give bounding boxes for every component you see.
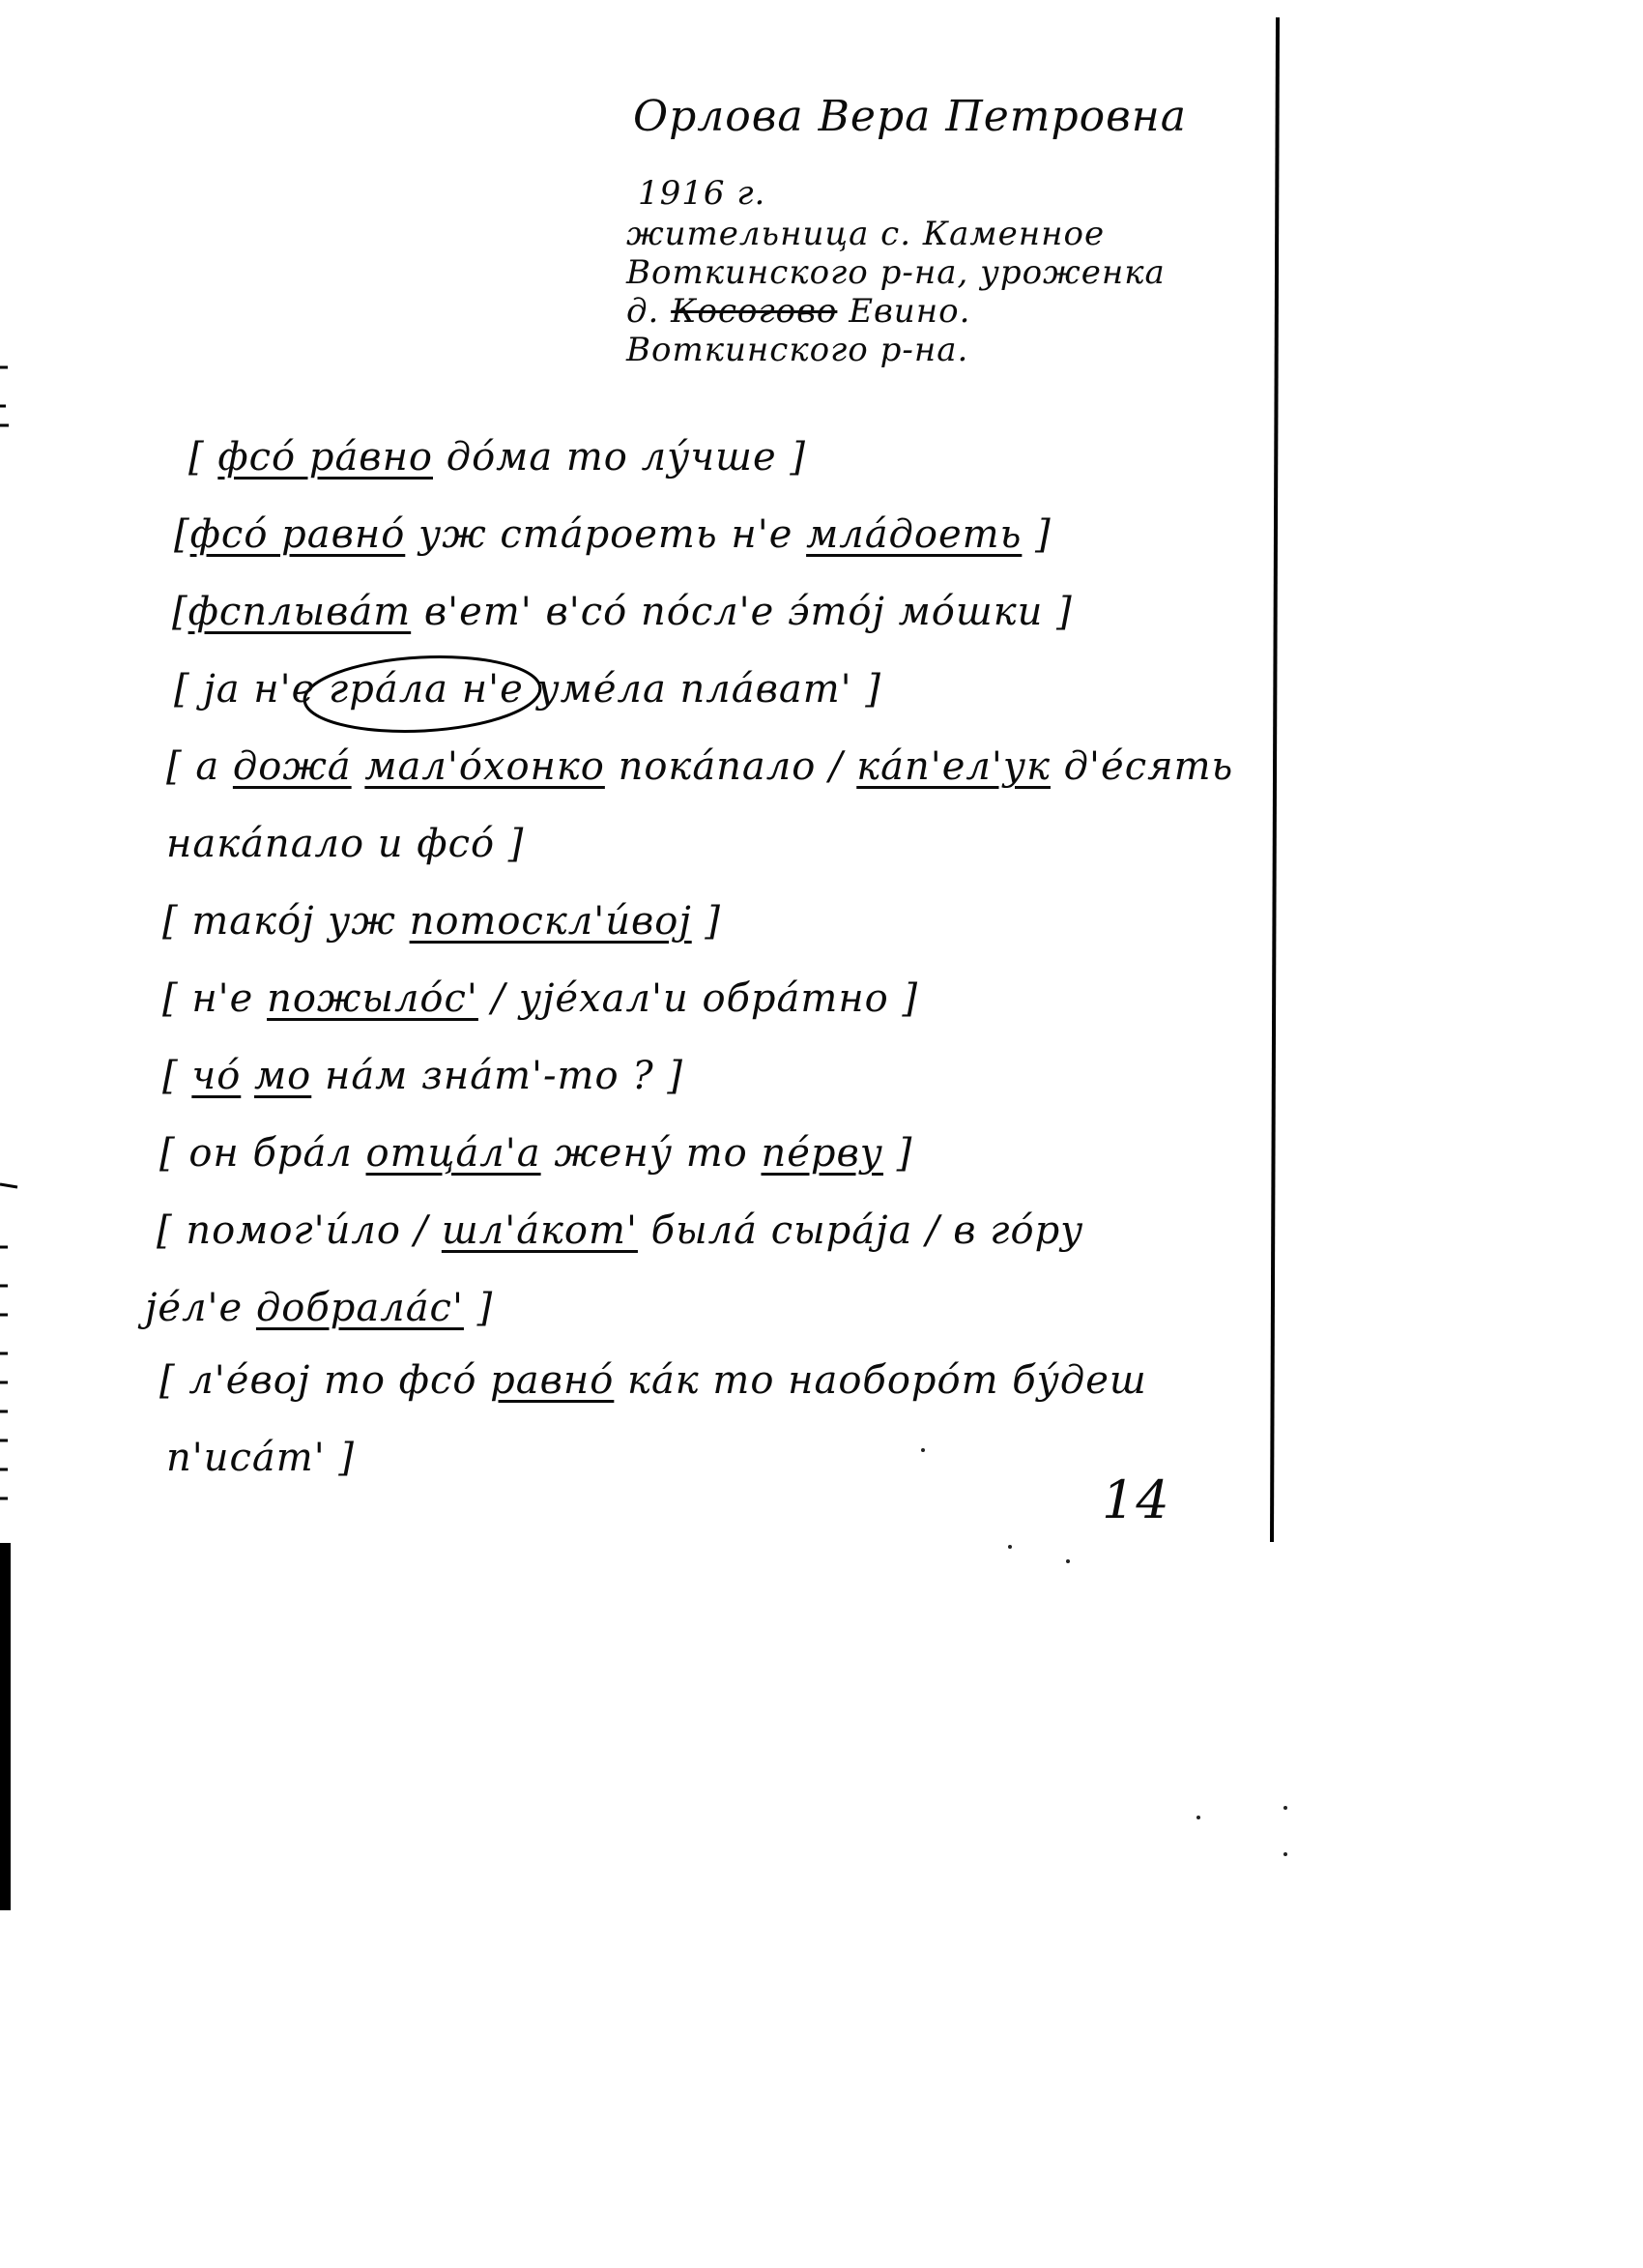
transcript-text: уж ста́роеть н'е (405, 512, 807, 557)
transcript-line (159, 1358, 1147, 1403)
transcript-text: ] (883, 1131, 913, 1176)
transcript-text: је́л'е (145, 1286, 256, 1330)
transcript-text: была́ сыра́ја / в го́ру (637, 1208, 1084, 1253)
transcript-line (166, 822, 524, 866)
underlined-word: отца́л'а (365, 1131, 541, 1176)
transcript-text: ] (1022, 512, 1052, 557)
transcript-text (352, 744, 365, 789)
underlined-word: пе́рву (761, 1131, 883, 1176)
transcript-line (174, 667, 881, 712)
district-line-2: Воткинского р-на. (626, 331, 969, 369)
residence-line: жительница с. Каменное (626, 215, 1106, 253)
underlined-word: дожа́ (232, 744, 352, 789)
birthplace-line (626, 292, 970, 331)
transcript-text: [ он бра́л (159, 1131, 366, 1176)
left-edge-tick-marks (0, 367, 17, 1498)
underlined-word: добрала́с' (255, 1286, 464, 1330)
district-line: Воткинского р-на, уроженка (626, 253, 1166, 292)
circled-word: н'е гра́ла (253, 667, 449, 712)
informant-name: Орлова Вера Петровна (633, 92, 1187, 141)
transcript-text: до́ма то лу́чше ] (433, 435, 807, 480)
underlined-word: фсо́ ра́вно (217, 435, 433, 480)
transcript-text: [ тако́ј уж (162, 899, 410, 944)
transcript-text: [ л'е́воj то фсо́ (159, 1358, 491, 1403)
underlined-word: мла́доеть (806, 512, 1023, 557)
transcript-text (241, 1054, 254, 1098)
underlined-word: мо (254, 1054, 312, 1098)
transcript-line (166, 1436, 355, 1480)
right-margin-rule (1272, 17, 1278, 1542)
transcript-line (166, 744, 1233, 789)
transcript-text: ка́к то наоборо́т бу́деш (614, 1358, 1147, 1403)
transcript-line (162, 899, 721, 944)
transcript-text: нака́пало и фсо́ ] (166, 822, 525, 866)
transcript-line (188, 435, 806, 480)
transcript-text: [ ја (174, 667, 254, 712)
birthplace-village: Евино. (849, 292, 971, 331)
transcript-text: в'ет' в'со́ по́сл'е э́то́ј мо́шки ] (411, 590, 1073, 634)
underlined-word: чо́ (191, 1054, 242, 1098)
left-edge-dark-bar (0, 1543, 11, 1910)
transcript-text: на́м зна́т'-то ? ] (311, 1054, 683, 1098)
transcript-text: [ (172, 590, 188, 634)
transcript-text: / ује́хал'и обра́тно ] (477, 976, 919, 1021)
transcript-text: д'е́сять (1050, 744, 1234, 789)
transcript-text: п'иса́т' ] (166, 1436, 356, 1480)
underlined-word: равно́ (490, 1358, 615, 1403)
birth-year: 1916 г. (638, 174, 766, 213)
underlined-word: мал'о́хонко (364, 744, 605, 789)
transcript-line (174, 512, 1052, 557)
transcript-line (159, 1131, 912, 1176)
transcript-text: [ (174, 512, 190, 557)
transcript-text: [ (162, 1054, 192, 1098)
transcript-text: жену́ то (540, 1131, 762, 1176)
crossed-out-village: Косогово (671, 292, 838, 331)
transcript-text: [ (188, 435, 218, 480)
underlined-word: фсплыва́т (187, 590, 412, 634)
transcript-line (145, 1286, 493, 1330)
underlined-word: фсо́ равно́ (189, 512, 406, 557)
underlined-word: ка́п'ел'ук (856, 744, 1051, 789)
transcript-line (162, 976, 918, 1021)
transcript-text: [ н'е (162, 976, 268, 1021)
transcript-text: [ а (166, 744, 233, 789)
page-number: 14 (1102, 1469, 1170, 1530)
transcript-text: пока́пало / (604, 744, 857, 789)
underlined-word: шл'а́кот' (441, 1208, 638, 1253)
underlined-word: пожыло́с' (267, 976, 478, 1021)
transcript-text: н'е уме́ла пла́ват' ] (448, 667, 881, 712)
transcript-text: ] (691, 899, 722, 944)
transcript-text: [ помог'и́ло / (157, 1208, 442, 1253)
transcript-text: ] (463, 1286, 494, 1330)
transcript-line (157, 1208, 1083, 1253)
transcript-line (172, 590, 1073, 634)
birthplace-prefix: д. (626, 292, 660, 331)
underlined-word: потоскл'и́воj (409, 899, 692, 944)
transcript-line (162, 1054, 683, 1098)
